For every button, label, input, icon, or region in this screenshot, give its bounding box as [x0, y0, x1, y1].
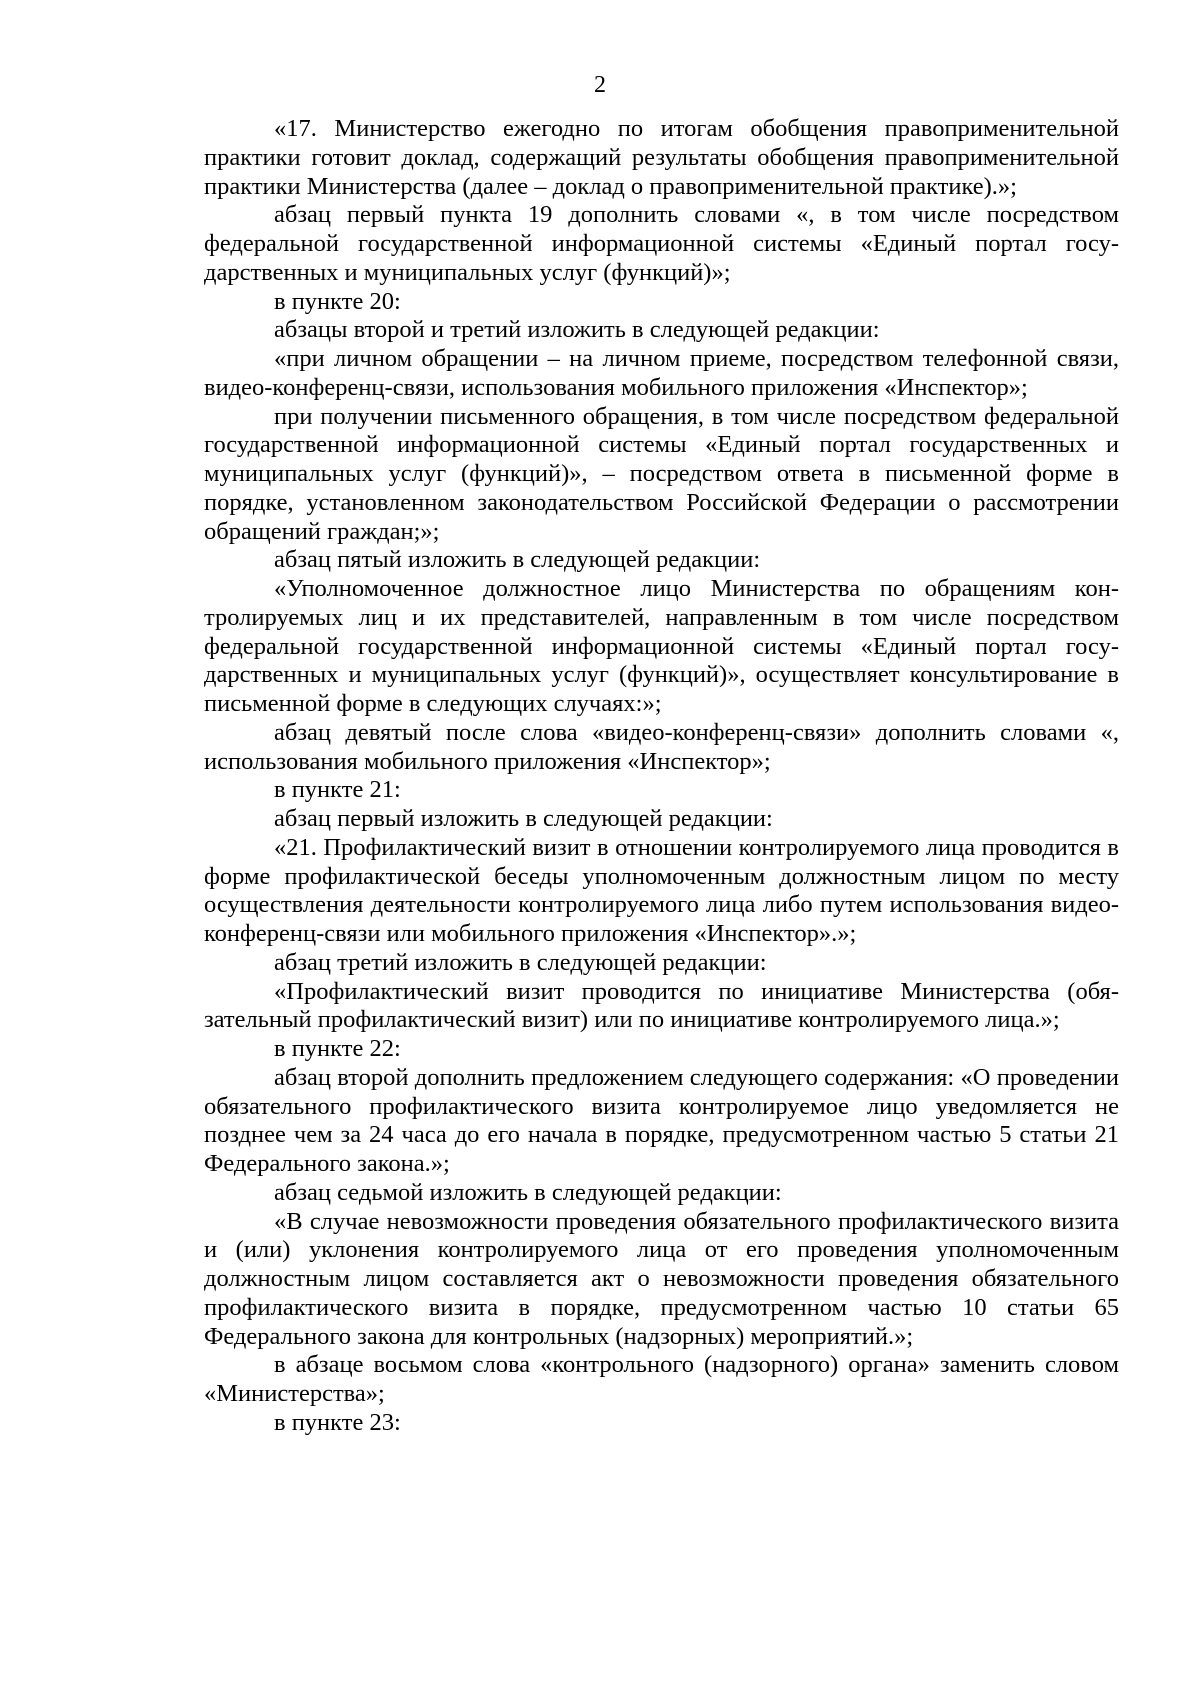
paragraph-written-appeal-quote: при получении письменного обращения, в том числе посредством федеральной государственной информационной системы «Единый портал государственных и муниципальных услуг (функций)», – посредством ответа в письменной форме в порядке, установленном законодательством Российской Федерации о рассмотрении обращений граждан;»; [204, 402, 1119, 545]
paragraph-item-20-instruction: абзацы второй и третий изложить в следующей редакции: [274, 316, 880, 344]
document-body [204, 115, 1119, 1438]
paragraph-21-quote: «21. Профилактический визит в отношении контролируемого лица проводится в форме профилактической беседы уполномоченным должностным лицом по месту осуществления деятельности контролируемого лица либо путем использования видео-конференц-связи или мобильного приложения «Инспектор».»; [204, 833, 1119, 947]
page-number: 2 [594, 72, 606, 98]
paragraph-preventive-visit-quote: «Профилактический визит проводится по инициативе Министерства (обязательный профилактический визит) или по инициативе контролируемого лица.»; [204, 977, 1119, 1034]
paragraph-17-quote: «17. Министерство ежегодно по итогам обобщения правоприменительной практики готовит доклад, содержащий результаты обобщения правоприменительной практики Министерства (далее – доклад о правоприменительной практике).»; [204, 115, 1119, 200]
paragraph-item-21-heading: в пункте 21: [274, 776, 401, 804]
paragraph-eighth-amendment: в абзаце восьмом слова «контрольного (надзорного) органа» заменить словом «Министерства»; [204, 1351, 1119, 1407]
paragraph-item-20-heading: в пункте 20: [274, 287, 401, 315]
paragraph-third-instruction: абзац третий изложить в следующей редакции: [274, 948, 767, 976]
paragraph-item-22-heading: в пункте 22: [274, 1035, 401, 1062]
paragraph-impossibility-quote: «В случае невозможности проведения обязательного профилактического визита и (или) уклонения контролируемого лица от его проведения уполномоченным должностным лицом составляется акт о невозможности проведения обязательного профилактического визита в порядке, предусмотренном частью 10 статьи 65 Федерального закона для контрольных (надзорных) мероприятий.»; [204, 1207, 1119, 1350]
paragraph-ninth-amendment: абзац девятый после слова «видео-конференц-связи» дополнить словами «, использования мобильного приложения «Инспектор»; [204, 718, 1119, 775]
paragraph-item-23-heading: в пункте 23: [274, 1408, 401, 1436]
paragraph-seventh-instruction: абзац седьмой изложить в следующей редакции: [274, 1178, 782, 1206]
paragraph-second-amendment: абзац второй дополнить предложением следующего содержания: «О проведении обязательного профилактического визита контролируемое лицо уведомляется не позднее чем за 24 часа до его начала в порядке, предусмотренном частью 5 статьи 21 Федерального закона.»; [204, 1063, 1119, 1177]
paragraph-fifth-instruction: абзац пятый изложить в следующей редакции: [274, 546, 761, 574]
paragraph-personal-appeal-quote: «при личном обращении – на личном приеме, посредством телефонной связи, видео-конференц-связи, использования мобильного приложения «Инспектор»; [204, 345, 1119, 401]
paragraph-authorized-official-quote: «Уполномоченное должностное лицо Министерства по обращениям контролируемых лиц и их представителей, направленным в том числе посредством федеральной государственной информационной системы «Единый портал государственных и муниципальных услуг (функций)», осуществляет консультирование в письменной форме в следующих случаях:»; [204, 575, 1119, 717]
paragraph-item-19-amendment: абзац первый пункта 19 дополнить словами «, в том числе посредством федеральной государственной информационной системы «Единый портал государственных и муниципальных услуг (функций)»; [204, 201, 1119, 286]
paragraph-item-21-instruction: абзац первый изложить в следующей редакции: [274, 805, 773, 832]
